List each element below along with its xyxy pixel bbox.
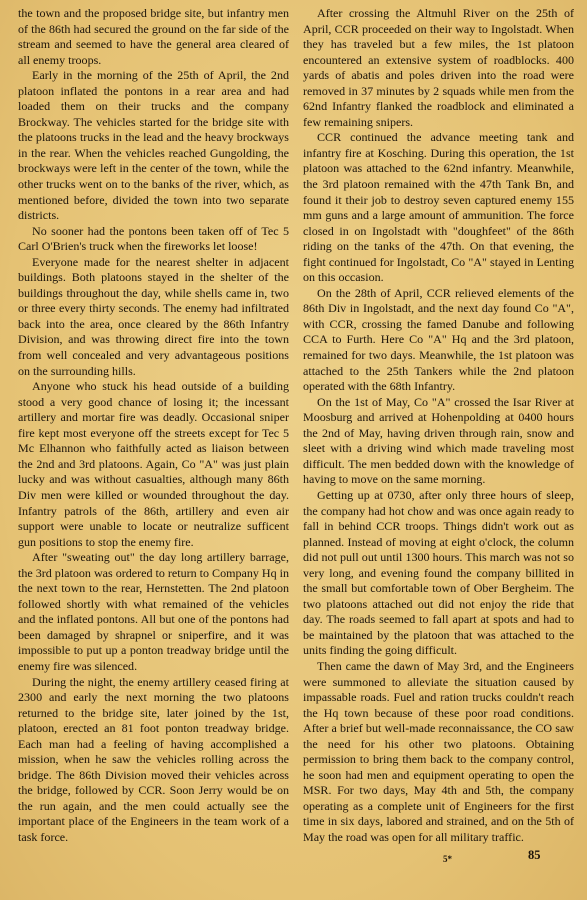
paragraph: On the 1st of May, Co "A" crossed the Isar River at Moosburg and arrived at Hohenpolding at 0400 hours the 2nd of May, having driven through rain, snow and sleet with a driving wind which made traveling most difficult. The men bedded down with the knowledge of having to move on the same morning. [303,394,574,487]
left-column [18,6,289,846]
paragraph: Everyone made for the nearest shelter in adjacent buildings. Both platoons stayed in the shelter of the buildings throughout the day, while shells came in, two or three every thirty seconds. The enemy had infiltrated back into the area, once cleared by the 86th Infantry Division, and was throwing direct fire into the town from well concealed and very advantageous positions on the surrounding hills. [18,254,289,378]
paragraph: No sooner had the pontons been taken off of Tec 5 Carl O'Brien's truck when the fireworks let loose! [18,223,289,254]
paragraph: Anyone who stuck his head outside of a building stood a very good chance of losing it; the incessant artillery and mortar fire was deadly. Occasional sniper fire kept most everyone off the streets except for Tec 5 Mc Elhannon who faithfully acted as liaison between the 2nd and 3rd platoons. Again, Co "A" was just plain lucky and was without casualties, although many 86th Div men were killed or wounded throughout the day. Infantry patrols of the 86th, artillery and even air support were unable to locate or neutralize sufficent gun positions to stop the enemy fire. [18,379,289,549]
paragraph: CCR continued the advance meeting tank and infantry fire at Kosching. During this operation, the 1st platoon was attached to the 62nd infantry. Meanwhile, the 3rd platoon remained with the 47th Tank Bn, and found it their job to destroy seven captured enemy 155 mm guns and a large amount of ammunition. The force closed in on Ingolstadt with "doughfeet" of the 86th riding on the tanks of the 47th. On that evening, the fight continued for Ingolstadt, Co "A" stayed in Lenting on this occasion. [303,130,574,285]
paragraph: Early in the morning of the 25th of April, the 2nd platoon inflated the pontons in a rear area and had loaded them on their trucks and the company Brockway. The vehicles started for the bridge site with the platoons trucks in the lead and the heavy brockways in the rear. When the vehicles reached Gungolding, the brockways were left in the center of the town, while the other trucks went on to the banks of the river, which, as mentioned before, divided the town into two separate districts. [18,68,289,223]
paragraph: After "sweating out" the day long artillery barrage, the 3rd platoon was ordered to return to Company Hq in the next town to the rear, Hernstetten. The 2nd platoon followed shortly with what remained of the vehicles and the inflated pontons. All but one of the pontons had been damaged by shrapnel or sniperfire, and it was impossible to put up a ponton treadway bridge until the enemy fire was silenced. [18,550,289,673]
right-column [303,6,574,846]
document-page [18,6,574,891]
paragraph: During the night, the enemy artillery ceased firing at 2300 and early the next morning the two platoons returned to the bridge site, later joined by the 1st, platoon, erected an 81 foot ponton treadway bridge. Each man had a feeling of having accomplished a mission, when he saw the vehicles rolling across the bridge. The 86th Division moved their vehicles across the bridge, followed by CCR. Soon Jerry would be on the run again, and the men could actually see the important place of the Engineers in the team work of a task force. [18,674,289,844]
paragraph: On the 28th of April, CCR relieved elements of the 86th Div in Ingolstadt, and the next day found Co "A", with CCR, crossing the famed Danube and following CCA to Furth. Here Co "A" Hq and the 3rd platoon, remained for two days. Meanwhile, the 1st platoon was attached to the 25th Tankers while the 2nd platoon operated with the 68th Infantry. [303,285,574,394]
paragraph: After crossing the Altmuhl River on the 25th of April, CCR proceeded on their way to Ingolstadt. When they has traveled but a few miles, the 1st platoon encountered an extensive system of roadblocks. 400 yards of abatis and poles driven into the road were removed in 37 minutes by 2 squads while men from the 62nd Infantry flanked the roadblock and eliminated a few remaining snipers. [303,6,574,129]
paragraph: Then came the dawn of May 3rd, and the Engineers were summoned to alleviate the situation caused by impassable roads. Fuel and ration trucks couldn't reach the Hq town because of these poor road conditions. After a brief but well-made reconnaissance, the CO saw the need for his other two platoons. Obtaining permission to bring them back to the company control, he soon had men and equipment operating to open the MSR. For two days, May 4th and 5th, the company operating as a complete unit of Engineers for the first time in six days, labored and strained, and on the 5th of May the road was open for all military traffic. [303,658,574,844]
page-number: 85 [528,848,541,862]
paragraph: the town and the proposed bridge site, but infantry men of the 86th had secured the ground on the far side of the stream and seemed to have the general area cleared of all enemy troops. [18,6,289,67]
paragraph: Getting up at 0730, after only three hours of sleep, the company had hot chow and was once again ready to fall in behind CCR troops. Things didn't work out as planned. Instead of moving at eight o'clock, the column did not pull out until 1300 hours. This march was not so very long, and evening found the company billited in the small but comfortable town of Ober Bergheim. The two platoons attached out did not enjoy the ride that day. The roads seemed to fall apart at spots and had to be maintained by the platoon that was attached to the units finding the going difficult. [303,487,574,658]
folio-mark: 5* [443,854,452,864]
